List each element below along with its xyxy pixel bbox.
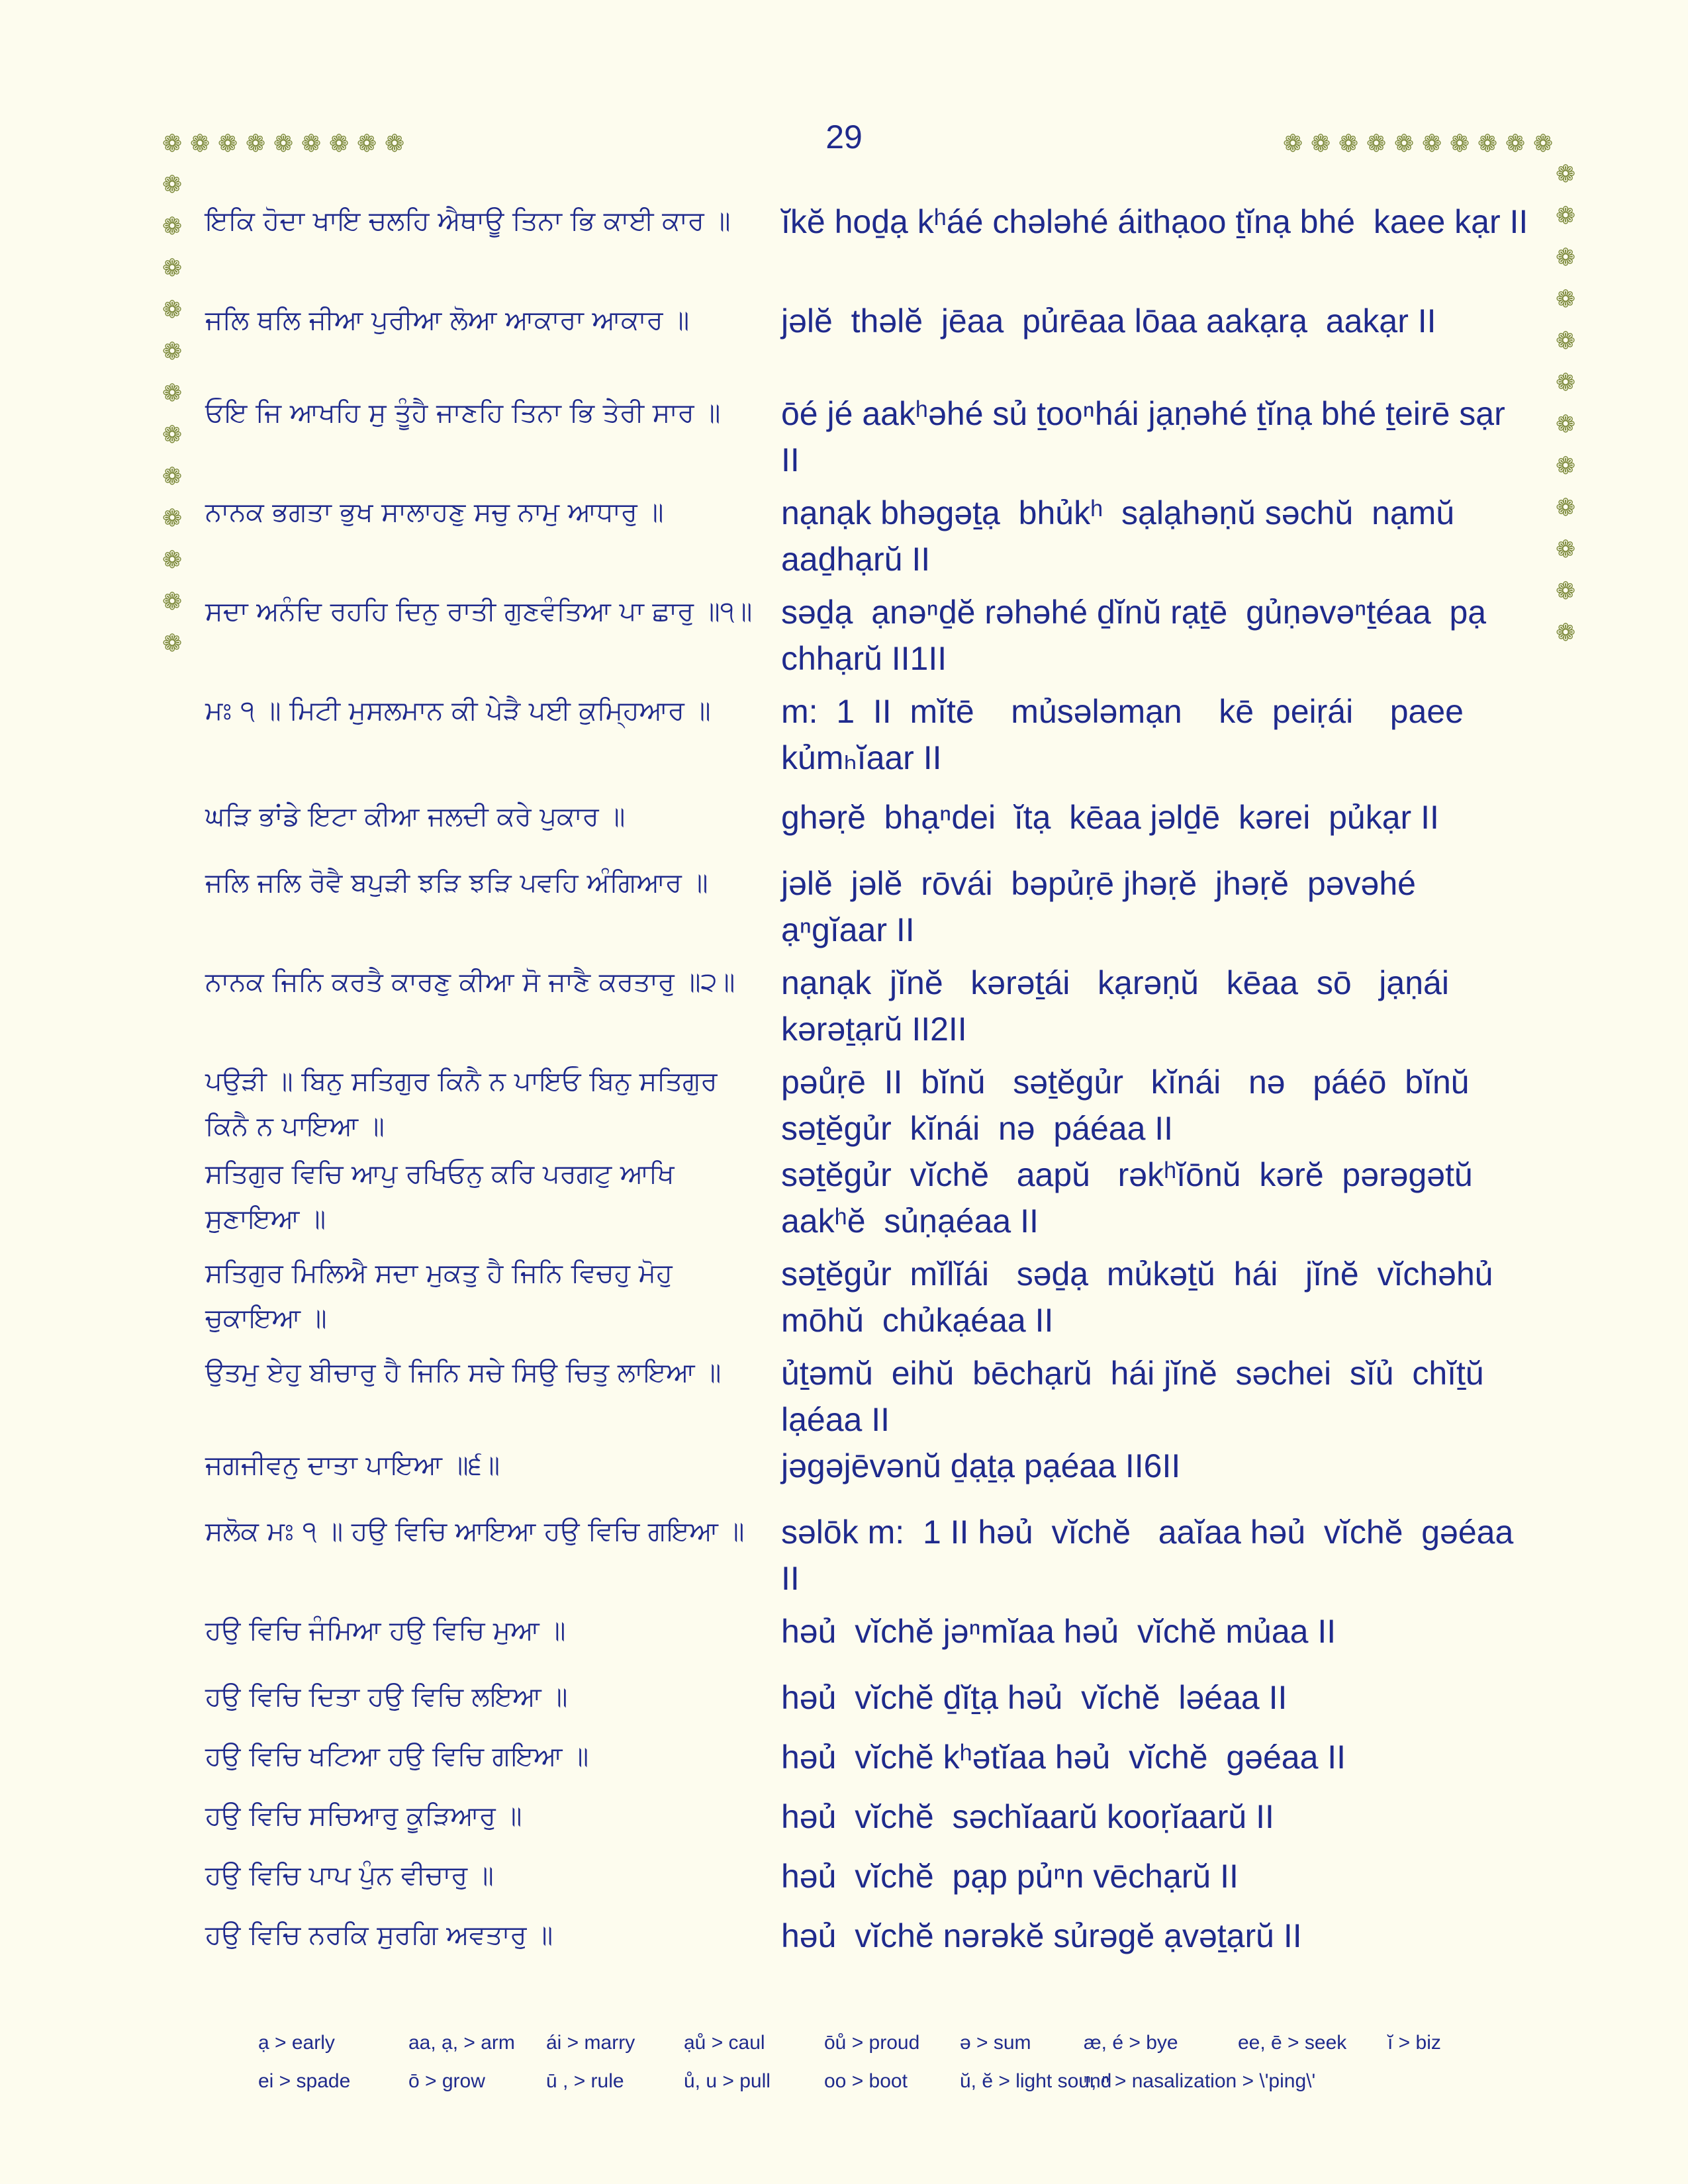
flower-ornament-icon: ❁: [162, 130, 183, 158]
gurmukhi-text: ਹਉ ਵਿਚਿ ਦਿਤਾ ਹਉ ਵਿਚਿ ਲਇਆ ॥: [205, 1682, 568, 1712]
flower-ornament-icon: ❁: [1556, 286, 1576, 313]
flower-ornament-icon: ❁: [1394, 130, 1415, 158]
transliteration-text: nạnạk bhəgəṯạ bhủkʰ sạlạhəṇŭ səchŭ nạmŭ aaḏhạrŭ II: [781, 494, 1464, 578]
transliteration-text: həủ vĭchĕ jəⁿmĭaa həủ vĭchĕ mủaa II: [781, 1613, 1336, 1650]
gurmukhi-text: ਨਾਨਕ ਭਗਤਾ ਭੁਖ ਸਾਲਾਹਣੁ ਸਚੁ ਨਾਮੁ ਆਧਾਰੁ ॥: [205, 497, 664, 527]
flower-ornament-icon: ❁: [1505, 130, 1526, 158]
legend-item: ĭ > biz: [1387, 2032, 1441, 2054]
flower-ornament-icon: ❁: [1477, 130, 1498, 158]
flower-ornament-icon: ❁: [1556, 328, 1576, 355]
transliteration-text: səlōk m: 1 II həủ vĭchĕ aaĭaa həủ vĭchĕ gəéaa II: [781, 1514, 1523, 1597]
gurmukhi-text: ਹਉ ਵਿਚਿ ਨਰਕਿ ਸੁਰਗਿ ਅਵਤਾਰੁ ॥: [205, 1920, 553, 1950]
gurmukhi-text: ਸਤਿਗੁਰ ਮਿਲਿਐ ਸਦਾ ਮੁਕਤੁ ਹੈ ਜਿਨਿ ਵਿਚਹੁ ਮੋਹੁ ਚੁਕਾਇਆ ॥: [205, 1258, 681, 1334]
pronunciation-legend: [258, 2032, 1516, 2109]
legend-item: ů, u > pull: [684, 2070, 771, 2092]
flower-ornament-icon: ❁: [357, 130, 377, 158]
transliteration-text: ghəṛĕ bhạⁿdei ĭtạ kēaa jəlḏē kərei pủkạr II: [781, 799, 1439, 836]
flower-ornament-icon: ❁: [1422, 130, 1442, 158]
transliteration-text: həủ vĭchĕ kʰətĭaa həủ vĭchĕ gəéaa II: [781, 1739, 1346, 1776]
gurmukhi-text: ਜਲਿ ਜਲਿ ਰੋਵੈ ਬਪੁੜੀ ਝੜਿ ਝੜਿ ਪਵਹਿ ਅੰਗਿਆਰ ॥: [205, 868, 708, 898]
flower-ornament-icon: ❁: [162, 588, 183, 615]
transliteration-text: səṯĕgủr mĭlĭái səḏạ mủkəṯŭ hái jĭnĕ vĭchəhủ mōhŭ chủkạéaa II: [781, 1255, 1503, 1339]
legend-row: [258, 2070, 1516, 2109]
flower-ornament-icon: ❁: [1556, 161, 1576, 188]
gurmukhi-text: ਨਾਨਕ ਜਿਨਿ ਕਰਤੈ ਕਾਰਣੁ ਕੀਆ ਸੋ ਜਾਣੈ ਕਰਤਾਰੁ ॥੨॥: [205, 967, 735, 997]
legend-item: ái > marry: [546, 2032, 635, 2054]
transliteration-text: həủ vĭchĕ səchĭaarŭ kooṛĭaarŭ II: [781, 1798, 1274, 1835]
flower-ornament-icon: ❁: [1311, 130, 1331, 158]
legend-item: æ, é > bye: [1084, 2032, 1178, 2054]
flower-ornament-icon: ❁: [1450, 130, 1470, 158]
legend-item: oo > boot: [824, 2070, 908, 2092]
legend-item: ū , > rule: [546, 2070, 624, 2092]
gurmukhi-text: ਸਲੋਕ ਮਃ ੧ ॥ ਹਉ ਵਿਚਿ ਆਇਆ ਹਉ ਵਿਚਿ ਗਇਆ ॥: [205, 1516, 745, 1547]
flower-ornament-icon: ❁: [273, 130, 294, 158]
flower-ornament-icon: ❁: [162, 296, 183, 324]
gurmukhi-text: ਪਉੜੀ ॥ ਬਿਨੁ ਸਤਿਗੁਰ ਕਿਨੈ ਨ ਪਾਇਓ ਬਿਨੁ ਸਤਿਗੁਰ ਕਿਨੈ ਨ ਪਾਇਆ ॥: [205, 1066, 726, 1142]
transliteration-text: jəlĕ thəlĕ jēaa pủrēaa lōaa aakạrạ aakạr II: [781, 302, 1436, 340]
legend-item: ə > sum: [960, 2032, 1031, 2054]
flower-ornament-icon: ❁: [1556, 244, 1576, 271]
gurmukhi-text: ਹਉ ਵਿਚਿ ਪਾਪ ਪੁੰਨ ਵੀਚਾਰੁ ॥: [205, 1860, 494, 1891]
flower-ornament-icon: ❁: [1556, 578, 1576, 605]
legend-item: ee, ē > seek: [1238, 2032, 1347, 2054]
gurmukhi-text: ਮਃ ੧ ॥ ਮਿਟੀ ਮੁਸਲਮਾਨ ਕੀ ਪੇੜੈ ਪਈ ਕੁਮ੍ਹਿਆਰ ॥: [205, 696, 711, 726]
flower-ornament-icon: ❁: [218, 130, 238, 158]
gurmukhi-text: ਘੜਿ ਭਾਂਡੇ ਇਟਾ ਕੀਆ ਜਲਦੀ ਕਰੇ ਪੁਕਾਰ ॥: [205, 801, 626, 832]
gurmukhi-text: ਇਕਿ ਹੋਦਾ ਖਾਇ ਚਲਹਿ ਐਥਾਊ ਤਿਨਾ ਭਿ ਕਾਈ ਕਾਰ ॥: [205, 206, 731, 236]
flower-ornament-icon: ❁: [1556, 536, 1576, 563]
gurmukhi-text: ਉਤਮੁ ਏਹੁ ਬੀਚਾਰੁ ਹੈ ਜਿਨਿ ਸਚੇ ਸਿਉ ਚਿਤੁ ਲਾਇਆ ॥: [205, 1357, 722, 1388]
transliteration-text: ĭkĕ hoḏạ kʰáé chələhé áithạoo ṯĭnạ bhé kaee kạr II: [781, 203, 1528, 240]
flower-ornament-icon: ❁: [1556, 411, 1576, 438]
flower-ornament-icon: ❁: [162, 380, 183, 407]
flower-ornament-icon: ❁: [1283, 130, 1303, 158]
transliteration-text: ōé jé aakʰəhé sủ ṯooⁿhái jạṇəhé ṯĭnạ bhé ṯeirē sạr II: [781, 395, 1515, 478]
page-number: 29: [825, 118, 863, 156]
transliteration-text: həủ vĭchĕ ḏĭṯạ həủ vĭchĕ ləéaa II: [781, 1679, 1288, 1716]
flower-ornament-icon: ❁: [246, 130, 266, 158]
flower-ornament-icon: ❁: [1556, 619, 1576, 647]
flower-ornament-icon: ❁: [162, 547, 183, 574]
transliteration-text: m: 1 II mĭtē mủsələmạn kē peiṛái paee kủmₕĭaar II: [781, 693, 1473, 776]
flower-ornament-icon: ❁: [162, 213, 183, 240]
flower-ornament-icon: ❁: [162, 422, 183, 449]
gurmukhi-text: ਓਇ ਜਿ ਆਖਹਿ ਸੁ ਤੂੰਹੈ ਜਾਣਹਿ ਤਿਨਾ ਭਿ ਤੇਰੀ ਸਾਰ ॥: [205, 398, 721, 428]
legend-item: aa, ạ, > arm: [408, 2032, 515, 2054]
transliteration-text: pəůṛē II bĭnŭ səṯĕgủr kĭnái nə páéō bĭnŭ səṯĕgủr kĭnái nə páéaa II: [781, 1064, 1479, 1147]
flower-ornament-icon: ❁: [329, 130, 350, 158]
flower-ornament-icon: ❁: [162, 338, 183, 365]
flower-ornament-icon: ❁: [1556, 494, 1576, 522]
transliteration-text: jəgəjēvənŭ ḏạṯạ pạéaa II6II: [781, 1447, 1181, 1484]
flower-ornament-icon: ❁: [1556, 369, 1576, 396]
transliteration-text: ủṯəmŭ eihŭ bēchạrŭ hái jĭnĕ səchei sĭủ chĭṯŭ lạéaa II: [781, 1355, 1493, 1438]
flower-ornament-icon: ❁: [385, 130, 405, 158]
flower-ornament-icon: ❁: [1366, 130, 1387, 158]
gurmukhi-text: ਜਗਜੀਵਨੁ ਦਾਤਾ ਪਾਇਆ ॥੬॥: [205, 1450, 500, 1480]
transliteration-text: səṯĕgủr vĭchĕ aapŭ rəkʰĭōnŭ kərĕ pərəgətŭ aakʰĕ sủṇạéaa II: [781, 1156, 1482, 1240]
transliteration-text: səḏạ ạnəⁿḏĕ rəhəhé ḏĭnŭ rạṯē gủṇəvəⁿṯéaa pạ chhạrŭ II1II: [781, 594, 1495, 677]
flower-ornament-icon: ❁: [162, 463, 183, 490]
legend-item: ōů > proud: [824, 2032, 920, 2054]
transliteration-text: həủ vĭchĕ nərəkĕ sủrəgĕ ạvəṯạrŭ II: [781, 1917, 1302, 1954]
legend-row: [258, 2032, 1516, 2070]
legend-item: ạů > caul: [684, 2032, 765, 2054]
flower-ornament-icon: ❁: [1556, 453, 1576, 480]
gurmukhi-text: ਸਦਾ ਅਨੰਦਿ ਰਹਹਿ ਦਿਨੁ ਰਾਤੀ ਗੁਣਵੰਤਿਆ ਪਾ ਛਾਰੁ ॥੧॥: [205, 596, 753, 627]
legend-item: ō > grow: [408, 2070, 485, 2092]
gurmukhi-text: ਹਉ ਵਿਚਿ ਸਚਿਆਰੁ ਕੂੜਿਆਰੁ ॥: [205, 1801, 522, 1831]
gurmukhi-text: ਜਲਿ ਥਲਿ ਜੀਆ ਪੁਰੀਆ ਲੋਆ ਆਕਾਰਾ ਆਕਾਰ ॥: [205, 305, 690, 336]
flower-ornament-icon: ❁: [162, 255, 183, 282]
flower-ornament-icon: ❁: [1556, 203, 1576, 230]
transliteration-text: jəlĕ jəlĕ rōvái bəpủṛē jhəṛĕ jhəṛĕ pəvəhé ạⁿgĭaar II: [781, 865, 1425, 948]
gurmukhi-text: ਸਤਿਗੁਰ ਵਿਚਿ ਆਪੁ ਰਖਿਓਨੁ ਕਰਿ ਪਰਗਟੁ ਆਖਿ ਸੁਣਾਇਆ ॥: [205, 1159, 683, 1234]
gurmukhi-text: ਹਉ ਵਿਚਿ ਖਟਿਆ ਹਉ ਵਿਚਿ ਗਇਆ ॥: [205, 1741, 589, 1772]
legend-item: ⁿ, ⁿ > nasalization > \'ping\': [1084, 2070, 1316, 2092]
legend-item: ei > spade: [258, 2070, 351, 2092]
flower-ornament-icon: ❁: [162, 171, 183, 199]
flower-ornament-icon: ❁: [301, 130, 322, 158]
legend-item: ŭ, ĕ > light sound: [960, 2070, 1112, 2092]
legend-item: ạ > early: [258, 2032, 335, 2054]
flower-ornament-icon: ❁: [1533, 130, 1554, 158]
flower-ornament-icon: ❁: [190, 130, 211, 158]
flower-ornament-icon: ❁: [162, 505, 183, 532]
gurmukhi-text: ਹਉ ਵਿਚਿ ਜੰਮਿਆ ਹਉ ਵਿਚਿ ਮੁਆ ॥: [205, 1615, 566, 1646]
transliteration-text: nạnạk jĭnĕ kərəṯái kạrəṇŭ kēaa sō jạṇái kərəṯạrŭ II2II: [781, 964, 1458, 1048]
transliteration-text: həủ vĭchĕ pạp pủⁿn vēchạrŭ II: [781, 1858, 1239, 1895]
flower-ornament-icon: ❁: [1338, 130, 1359, 158]
flower-ornament-icon: ❁: [162, 630, 183, 657]
